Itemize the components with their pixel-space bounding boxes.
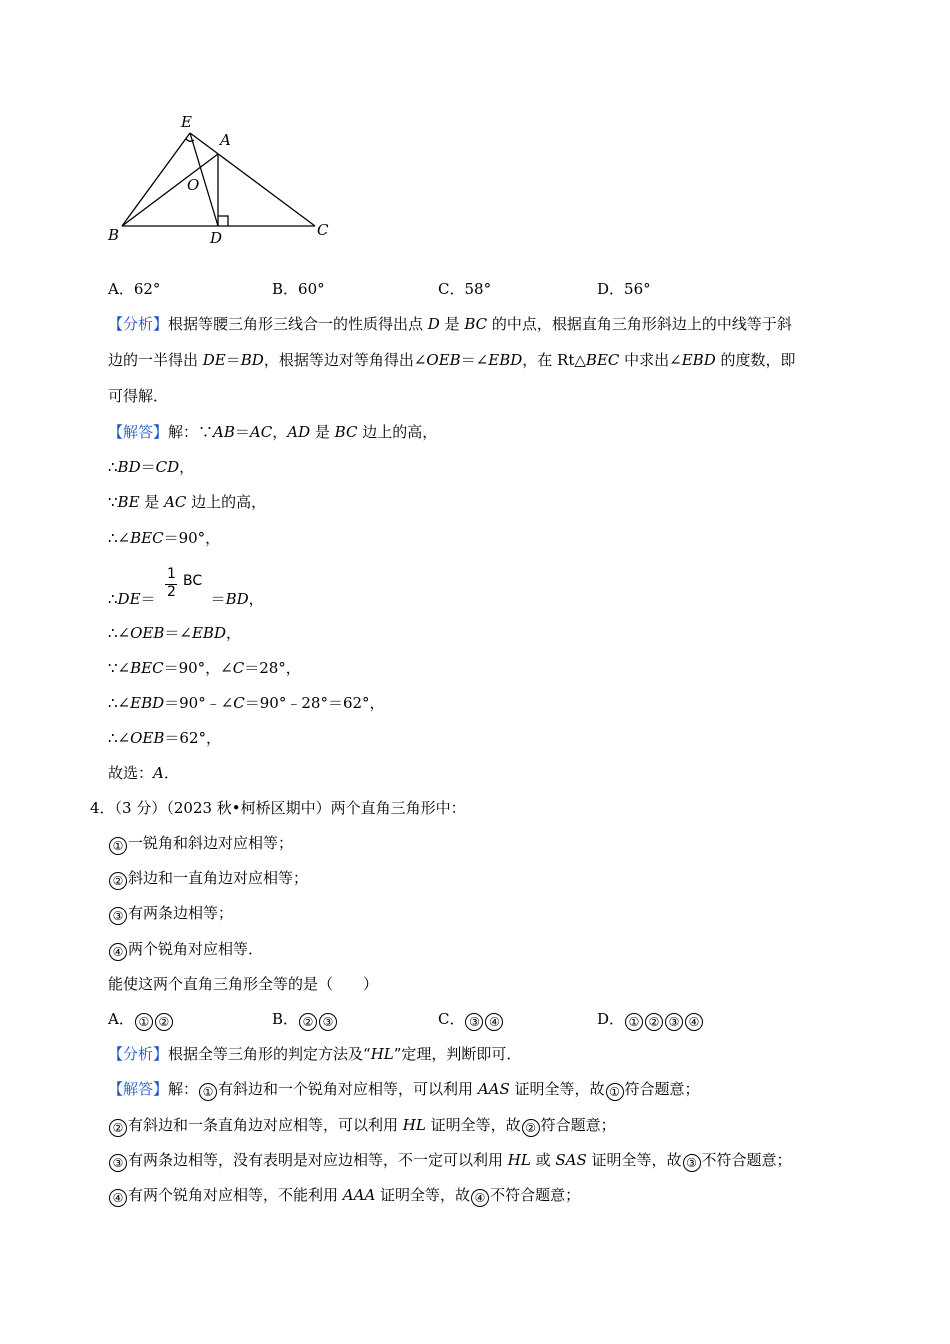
fraction-half-bc: 1 2 BC — [167, 566, 203, 600]
segment-ec — [190, 133, 315, 226]
triangle-figure — [0, 0, 950, 260]
q4-option-a: A． ① ② — [108, 1009, 174, 1031]
q4-item-4: ④ 两个锐角对应相等． — [108, 939, 263, 961]
q4-option-d: D． ① ② ③ ④ — [597, 1009, 704, 1031]
answer-tag: 【解答】 — [108, 423, 169, 441]
solution-line-6: ∴∠OEB＝∠EBD， — [108, 624, 241, 642]
q4-answer-4: ④ 有两个锐角对应相等，不能利用 AAA 证明全等，故 ④ 不符合题意； — [108, 1185, 580, 1207]
solution-line-3: ∵BE 是 AC 边上的高， — [108, 493, 267, 511]
q4-item-3: ③ 有两条边相等； — [108, 903, 233, 925]
q4-analysis: 【分析】根据全等三角形的判定方法及“HL”定理，判断即可． — [108, 1045, 522, 1063]
q4-answer-3: ③ 有两条边相等，没有表明是对应边相等，不一定可以利用 HL 或 SAS 证明全等，故 ③ 不符合题意； — [108, 1150, 792, 1172]
solution-line-7: ∵∠BEC＝90°，∠C＝28°， — [108, 659, 301, 677]
solution-line-4: ∴∠BEC＝90°， — [108, 529, 221, 547]
solution-line-1: 【解答】解：∵AB＝AC，AD 是 BC 边上的高， — [108, 423, 438, 441]
q4-answer-1: 【解答】解： ① 有斜边和一个锐角对应相等，可以利用 AAS 证明全等，故 ① 符合题意； — [108, 1080, 700, 1099]
q4-item-1: ① 一锐角和斜边对应相等； — [108, 833, 293, 855]
q4-item-2: ② 斜边和一直角边对应相等； — [108, 868, 308, 890]
q4-option-b: B． ② ③ — [272, 1009, 338, 1031]
label-d: D — [210, 229, 223, 247]
q4-question: 能使这两个直角三角形全等的是（ ） — [108, 975, 379, 993]
q4-answer-2: ② 有斜边和一条直角边对应相等，可以利用 HL 证明全等，故 ② 符合题意； — [108, 1115, 616, 1137]
solution-line-9: ∴∠OEB＝62°， — [108, 729, 221, 747]
label-e: E — [181, 113, 192, 131]
option-d: D．56° — [597, 280, 651, 298]
angle-arc-e — [186, 139, 194, 141]
right-angle-mark — [218, 216, 228, 226]
option-a: A．62° — [108, 280, 161, 298]
solution-line-8: ∴∠EBD＝90°﹣∠C＝90°﹣28°＝62°， — [108, 694, 385, 712]
segment-ba — [122, 154, 218, 226]
q4-option-c: C． ③ ④ — [438, 1009, 504, 1031]
analysis-tag: 【分析】 — [108, 315, 169, 333]
label-a: A — [220, 131, 231, 149]
option-c: C．58° — [438, 280, 492, 298]
option-b: B．60° — [272, 280, 325, 298]
analysis-line-2: 边的一半得出 DE＝BD，根据等边对等角得出∠OEB＝∠EBD，在 Rt△BEC 中求出∠EBD 的度数，即 — [108, 351, 796, 369]
solution-line-2: ∴BD＝CD， — [108, 458, 195, 476]
q4-stem: 4．（3 分）（2023 秋•柯桥区期中）两个直角三角形中： — [90, 799, 466, 817]
solution-line-10: 故选：A． — [108, 764, 179, 782]
label-o: O — [187, 176, 200, 194]
label-c: C — [317, 221, 329, 239]
analysis-line-3: 可得解． — [108, 387, 169, 405]
segment-be — [122, 133, 190, 226]
label-b: B — [108, 226, 120, 244]
solution-line-5: ∴DE＝ ＝BD， — [108, 590, 264, 608]
analysis-line-1: 【分析】根据等腰三角形三线合一的性质得出点 D 是 BC 的中点，根据直角三角形斜边上的中线等于斜 — [108, 315, 792, 333]
